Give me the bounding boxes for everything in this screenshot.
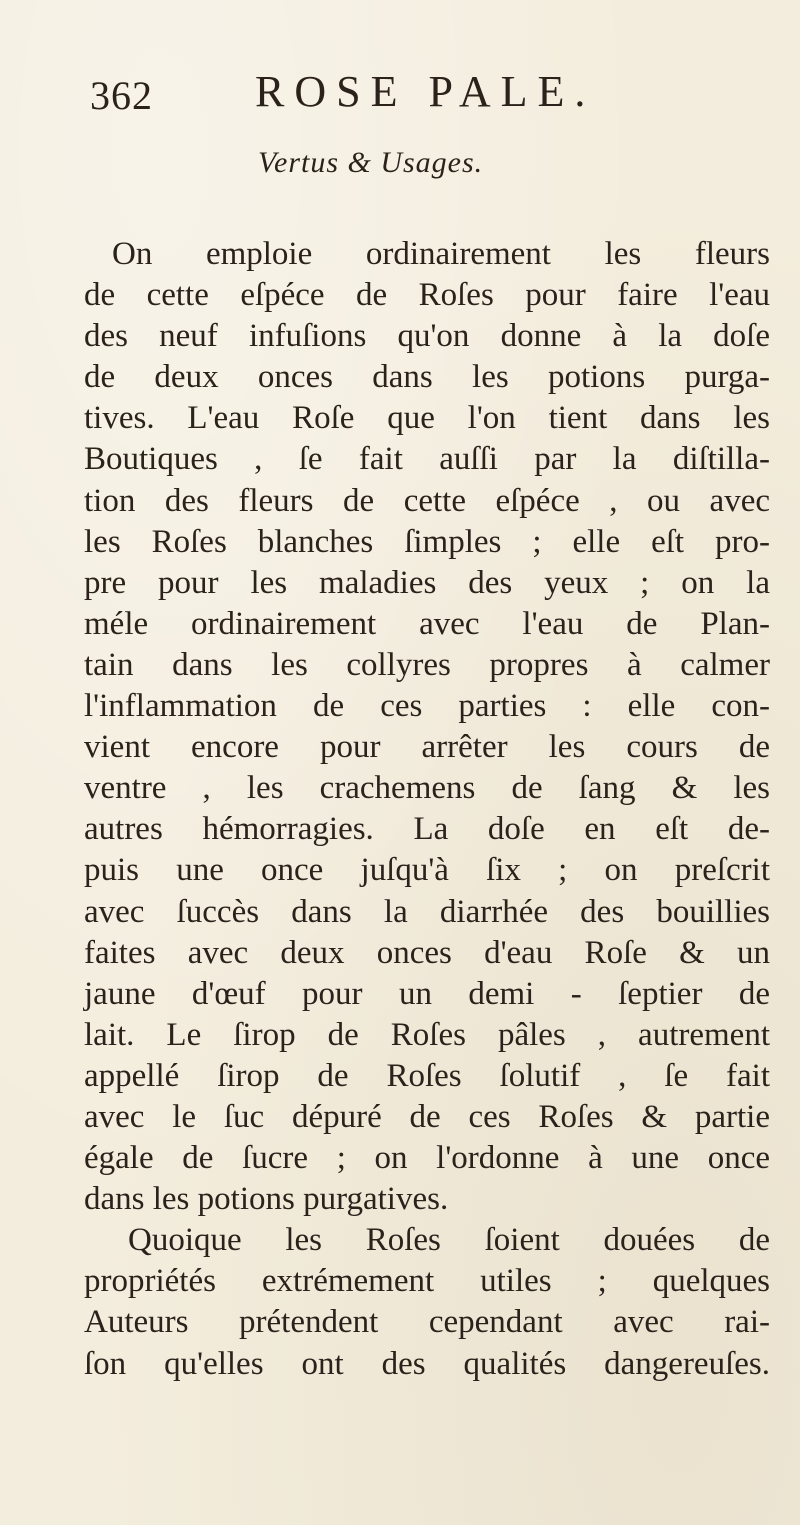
text-line: lait. Le ſirop de Roſes pâles , autrement	[84, 1016, 770, 1053]
text-line: autres hémorragies. La doſe en eſt de-	[84, 811, 770, 848]
text-line: ſon qu'elles ont des qualités dangereuſes.	[84, 1345, 770, 1382]
text-line: faites avec deux onces d'eau Roſe & un	[84, 934, 770, 971]
text-line: de cette eſpéce de Roſes pour faire l'eau	[84, 277, 770, 314]
text-line: tives. L'eau Roſe que l'on tient dans les	[84, 400, 770, 437]
running-title: ROSE PALE.	[255, 67, 596, 116]
text-line: les Roſes blanches ſimples ; elle eſt pro-	[84, 523, 770, 560]
text-line: appellé ſirop de Roſes ſolutif , ſe fait	[84, 1057, 770, 1094]
text-line: égale de ſucre ; on l'ordonne à une once	[84, 1140, 770, 1177]
text-line: puis une once juſqu'à ſix ; on preſcrit	[84, 852, 770, 889]
text-line: tain dans les collyres propres à calmer	[84, 646, 770, 683]
text-line: vient encore pour arrêter les cours de	[84, 729, 770, 766]
text-line: ventre , les crachemens de ſang & les	[84, 770, 770, 807]
section-heading: Vertus & Usages.	[258, 146, 484, 179]
page-number: 362	[90, 73, 153, 118]
text-line: jaune d'œuf pour un demi - ſeptier de	[84, 975, 770, 1012]
text-line: avec le ſuc dépuré de ces Roſes & partie	[84, 1098, 770, 1135]
text-line: pre pour les maladies des yeux ; on la	[84, 564, 770, 601]
text-line: de deux onces dans les potions purga-	[84, 359, 770, 396]
text-line: méle ordinairement avec l'eau de Plan-	[84, 605, 770, 642]
body-text	[84, 234, 770, 1385]
text-line: dans les potions purgatives.	[84, 1181, 449, 1218]
text-line: Boutiques , ſe fait auſſi par la diſtilla-	[84, 441, 770, 478]
text-line: tion des fleurs de cette eſpéce , ou avec	[84, 482, 770, 519]
text-line: On emploie ordinairement les fleurs	[112, 236, 770, 272]
text-line: propriétés extrémement utiles ; quelques	[84, 1263, 770, 1300]
text-line: l'inflammation de ces parties : elle con-	[84, 688, 770, 725]
text-line: Quoique les Roſes ſoient douées de	[128, 1222, 770, 1259]
text-line: Auteurs prétendent cependant avec rai-	[84, 1304, 770, 1341]
text-line: avec ſuccès dans la diarrhée des bouillies	[84, 893, 770, 930]
text-line: des neuf infuſions qu'on donne à la doſe	[84, 318, 770, 355]
